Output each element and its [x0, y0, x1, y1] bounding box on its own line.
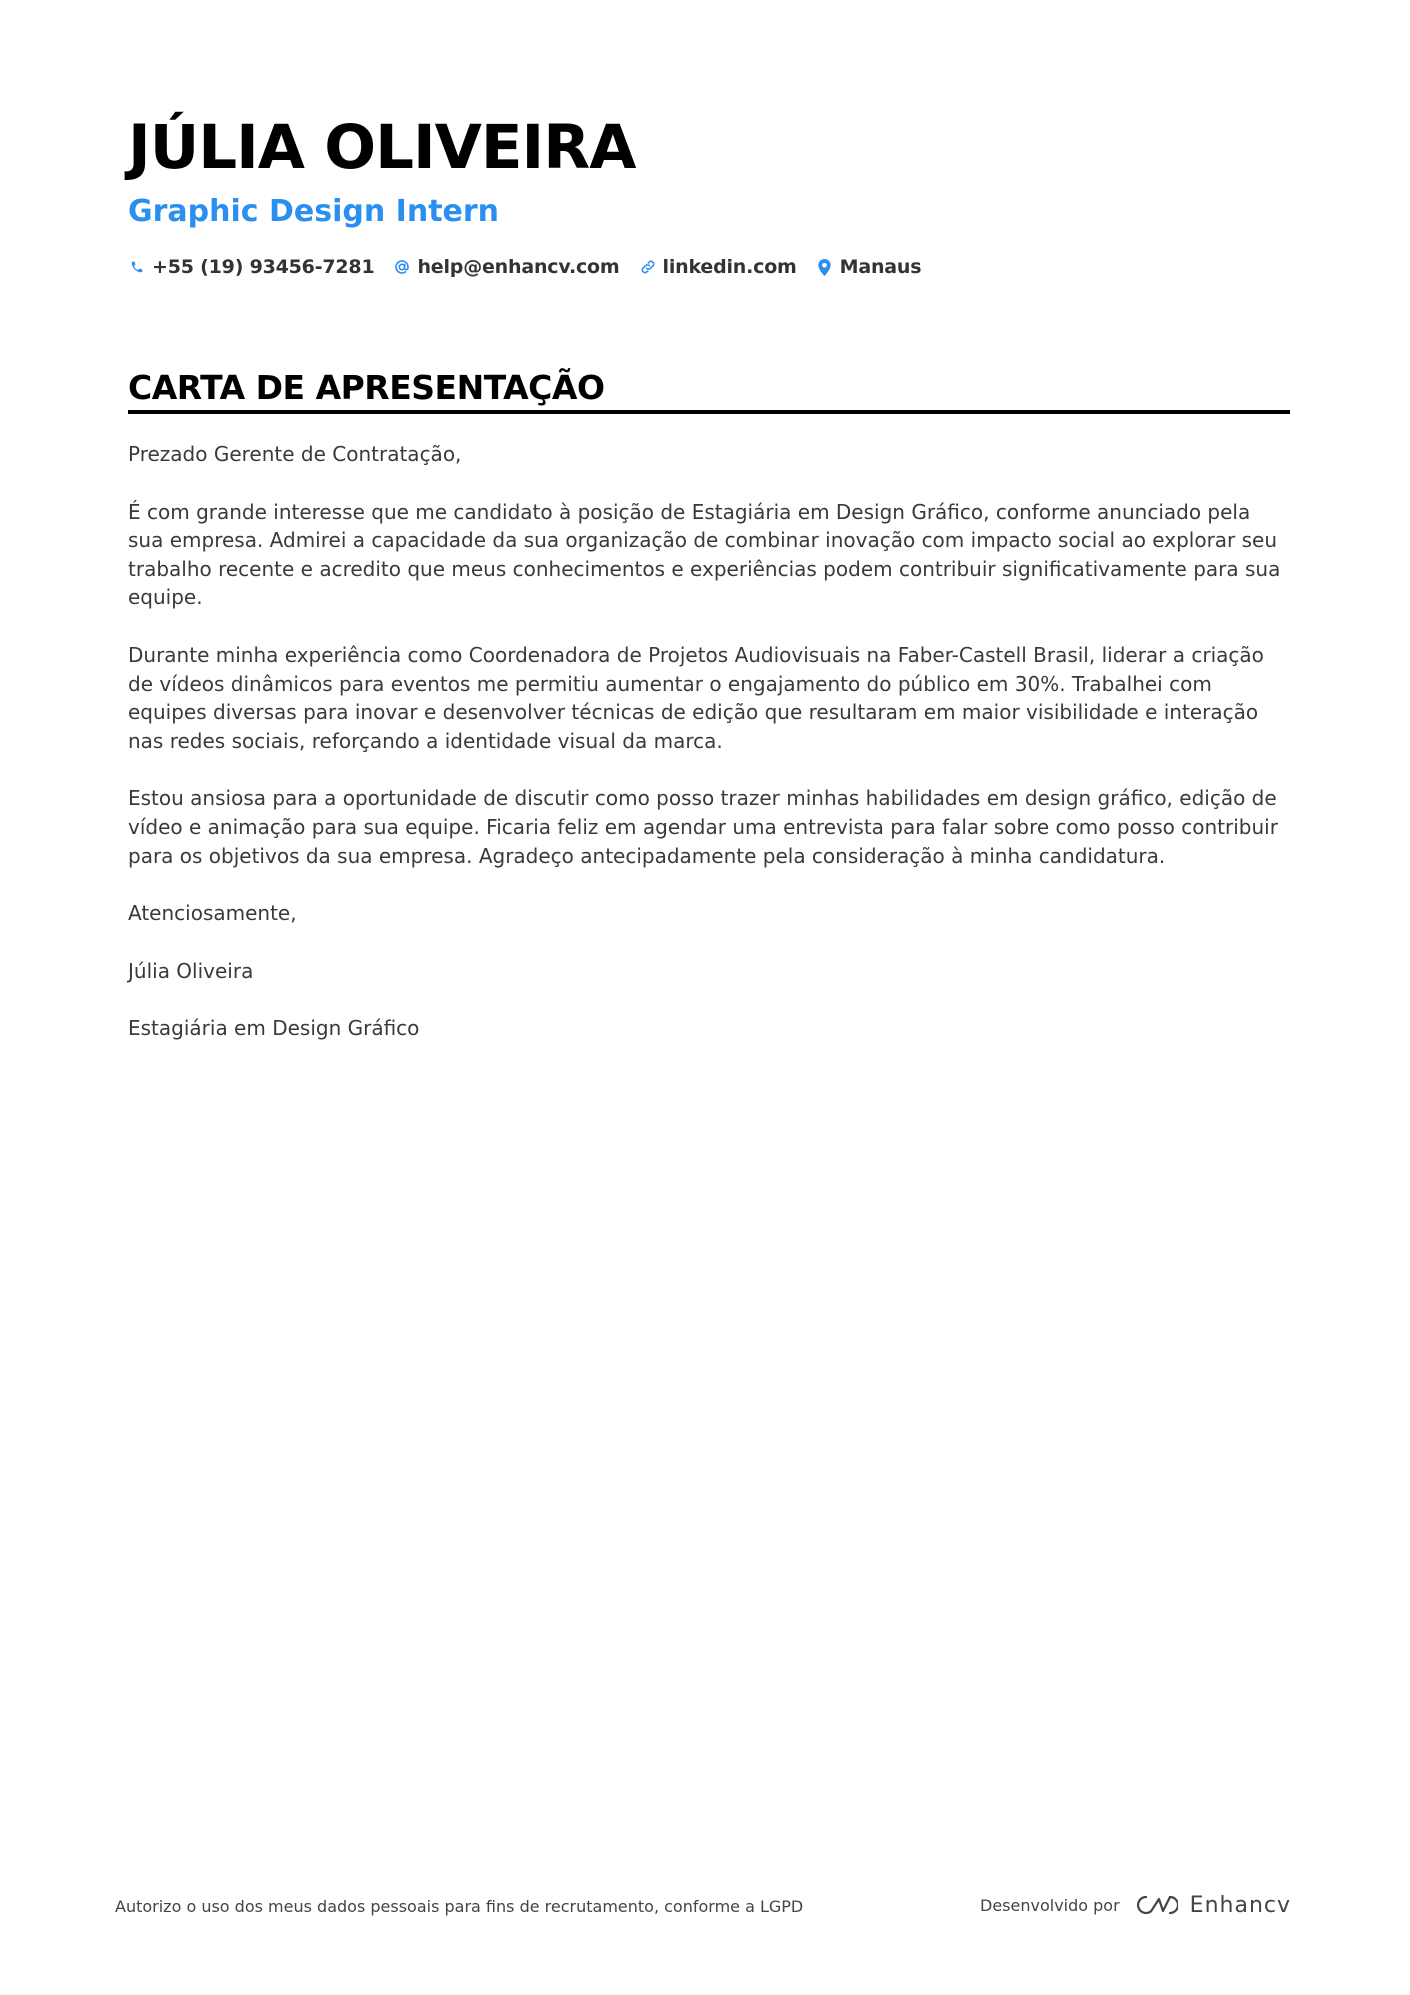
- contact-linkedin[interactable]: [639, 256, 797, 278]
- section-title: CARTA DE APRESENTAÇÃO: [128, 368, 605, 407]
- letter-closing: Atenciosamente,: [128, 901, 297, 926]
- letter-paragraph: É com grande interesse que me candidato à posição de Estagiária em Design Gráfico, conforme anunciado pela sua empresa. Admirei a capacidade da sua organização de combinar inovação com impacto social ao explorar seu trabalho recente e acredito que meus conhecimentos e experiências podem contribuir significativamente para sua equipe.: [128, 499, 1281, 610]
- powered-by-label: Desenvolvido por: [980, 1895, 1120, 1915]
- contact-email[interactable]: [393, 256, 619, 278]
- footer-brand[interactable]: [980, 1890, 1291, 1920]
- enhancv-logo-icon: [1132, 1893, 1178, 1917]
- email-text: help@enhancv.com: [417, 256, 620, 278]
- section-divider: [128, 410, 1290, 414]
- letter-paragraph: Durante minha experiência como Coordenadora de Projetos Audiovisuais na Faber-Castell Brasil, liderar a criação de vídeos dinâmicos para eventos me permitiu aumentar o engajamento do público em 30%. Trabalhei com equipes diversas para inovar e desenvolver técnicas de edição que resultaram em maior visibilidade e interação nas redes sociais, reforçando a identidade visual da marca.: [128, 642, 1264, 753]
- contact-phone[interactable]: [128, 256, 374, 278]
- letter-paragraph: Estou ansiosa para a oportunidade de discutir como posso trazer minhas habilidades em design gráfico, edição de vídeo e animação para sua equipe. Ficaria feliz em agendar uma entrevista para falar sobre como posso contribuir para os objetivos da sua empresa. Agradeço antecipadamente pela consideração à minha candidatura.: [128, 786, 1278, 868]
- letter-body: [128, 440, 1290, 1072]
- map-pin-icon: [816, 258, 834, 276]
- letter-greeting: Prezado Gerente de Contratação,: [128, 442, 462, 466]
- phone-icon: [128, 258, 146, 276]
- contact-bar: [128, 254, 940, 280]
- signature-title: Estagiária em Design Gráfico: [128, 1016, 420, 1041]
- applicant-title: Graphic Design Intern: [128, 194, 500, 229]
- footer-consent: Autorizo o uso dos meus dados pessoais para fins de recrutamento, conforme a LGPD: [115, 1897, 804, 1916]
- location-text: Manaus: [839, 256, 922, 278]
- linkedin-text: linkedin.com: [662, 256, 797, 278]
- contact-location: [816, 256, 922, 278]
- applicant-name: JÚLIA OLIVEIRA: [128, 112, 636, 183]
- link-icon: [639, 258, 657, 276]
- signature-name: Júlia Oliveira: [128, 958, 254, 983]
- brand-name: Enhancv: [1189, 1892, 1291, 1918]
- phone-text: +55 (19) 93456-7281: [152, 256, 375, 278]
- at-icon: [393, 258, 411, 276]
